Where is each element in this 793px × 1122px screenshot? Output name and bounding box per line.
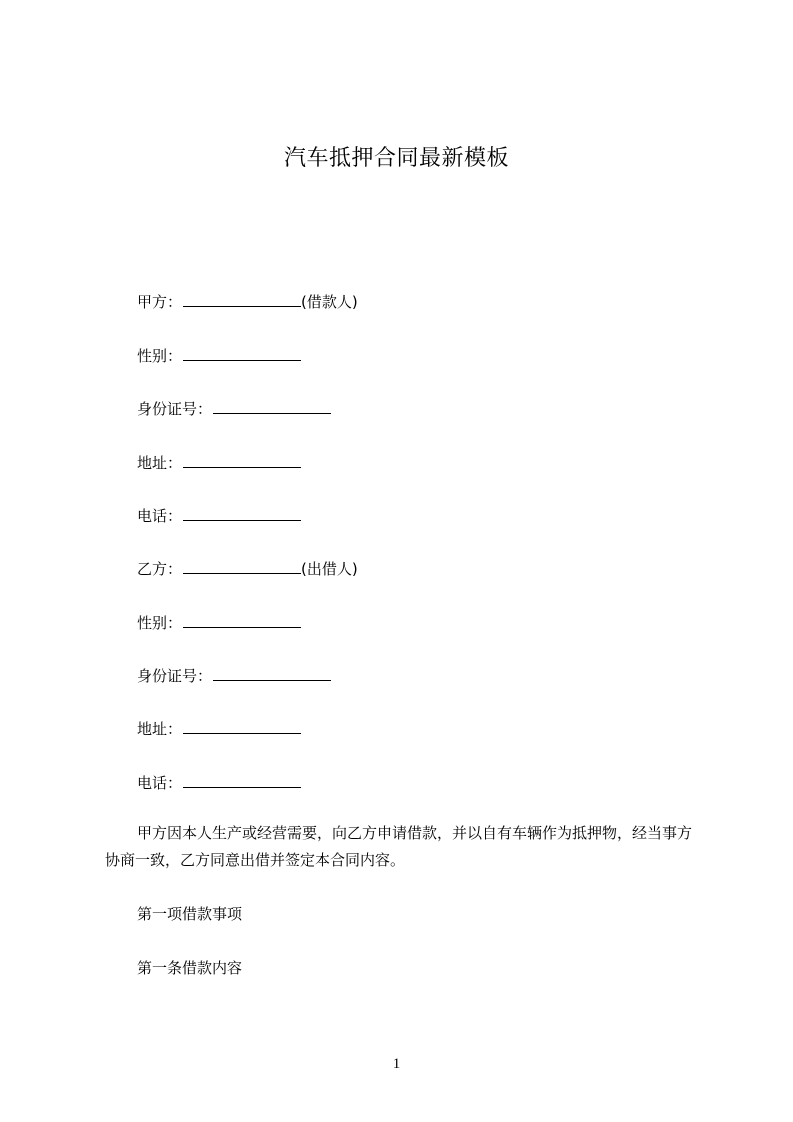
section-heading: 第一项借款事项 [137, 905, 243, 923]
field-label: 身份证号： [137, 667, 213, 685]
field-suffix: (出借人) [301, 560, 358, 578]
blank-line [183, 292, 301, 307]
blank-line [183, 346, 301, 361]
blank-line [213, 399, 331, 414]
blank-line [183, 559, 301, 574]
document-title: 汽车抵押合同最新模板 [283, 146, 509, 171]
field-label: 甲方： [137, 293, 183, 311]
party-b-id-field [137, 666, 331, 685]
field-label: 性别： [137, 614, 183, 632]
party-b-field [137, 559, 358, 578]
blank-line [183, 453, 301, 468]
intro-paragraph: 甲方因本人生产或经营需要，向乙方申请借款，并以自有车辆作为抵押物，经当事方协商一致，乙方同意出借并签定本合同内容。 [105, 824, 693, 869]
field-label: 地址： [137, 720, 183, 738]
field-label: 身份证号： [137, 400, 213, 418]
party-b-gender-field [137, 613, 301, 632]
blank-line [183, 773, 301, 788]
field-label: 性别： [137, 347, 183, 365]
party-b-address-field [137, 719, 301, 738]
field-label: 地址： [137, 454, 183, 472]
blank-line [213, 666, 331, 681]
blank-line [183, 506, 301, 521]
party-a-address-field [137, 453, 301, 472]
party-a-field [137, 292, 358, 311]
party-a-phone-field [137, 506, 301, 525]
blank-line [183, 613, 301, 628]
field-label: 乙方： [137, 560, 183, 578]
field-label: 电话： [137, 507, 183, 525]
blank-line [183, 719, 301, 734]
party-a-gender-field [137, 346, 301, 365]
party-a-id-field [137, 399, 331, 418]
field-suffix: (借款人) [301, 293, 358, 311]
field-label: 电话： [137, 774, 183, 792]
page-number: 1 [392, 1056, 401, 1072]
party-b-phone-field [137, 773, 301, 792]
article-heading: 第一条借款内容 [137, 959, 243, 977]
